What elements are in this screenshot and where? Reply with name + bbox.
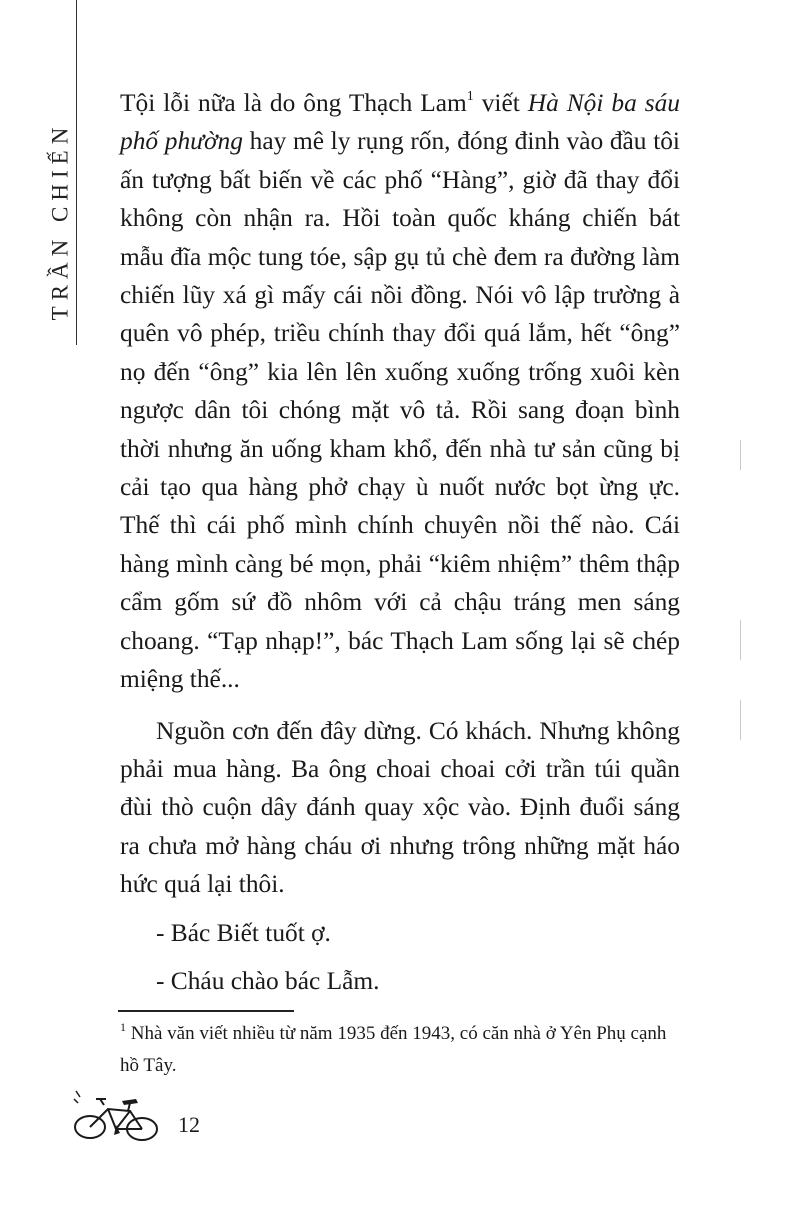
footnote-marker: 1: [120, 1020, 126, 1034]
scan-artifact: [740, 620, 741, 660]
body-text: [120, 84, 680, 1000]
footnote-reference: 1: [466, 89, 474, 104]
p1-text-a: Tội lỗi nữa là do ông Thạch Lam: [120, 89, 467, 117]
dialogue-line-1: - Bác Biết tuốt ợ.: [156, 918, 331, 947]
p1-text-c: hay mê ly rụng rốn, đóng đinh vào đầu tôi ấn tượng bất biến về các phố “Hàng”, giờ đã thay đổi không còn nhận ra. Hồi toàn quốc kháng chiến bát mẫu đĩa mộc tung tóe, sập gụ tủ chè đem ra đường làm chiến lũy xá gì mấy cái nồi đồng. Nói vô lập trường à quên vô phép, triều chính thay đổi quá lắm, hết “ông” nọ đến “ông” kia lên lên xuống xuống trống xuôi kèn ngược dân tôi chóng mặt vô tả. Rồi sang đoạn bình thời nhưng ăn uống kham khổ, đến nhà tư sản cũng bị cải tạo qua hàng phở chạy ù nuốt nước bọt ừng ực. Thế thì cái phố mình chính chuyên nồi thế nào. Cái hàng mình càng bé mọn, phải “kiêm nhiệm” thêm thập cẩm gốm sứ đồ nhôm với cả chậu tráng men sáng choang. “Tạp nhạp!”, bác Thạch Lam sống lại sẽ chép miệng thế...: [120, 127, 680, 694]
paragraph-2: Nguồn cơn đến đây dừng. Có khách. Nhưng không phải mua hàng. Ba ông choai choai cởi trần túi quần đùi thò cuộn dây đánh quay xộc vào. Định đuổi sáng ra chưa mở hàng cháu ơi nhưng trông những mặt háo hức quá lại thôi.: [120, 716, 680, 899]
paragraph-1: [120, 84, 680, 699]
scan-artifact: [740, 440, 741, 470]
scan-artifact: [740, 700, 741, 740]
footnote-text: Nhà văn viết nhiều từ năm 1935 đến 1943, có căn nhà ở Yên Phụ cạnh hồ Tây.: [120, 1023, 667, 1076]
footnote-divider: [118, 1010, 294, 1012]
header-divider: [76, 0, 77, 345]
running-header-author: [42, 100, 76, 345]
book-title: Hà Nội ba sáu phố phường: [120, 89, 680, 156]
dialogue-line-2: - Cháu chào bác Lẫm.: [156, 966, 380, 995]
page-number: 12: [178, 1112, 200, 1137]
footnote: [120, 1018, 680, 1082]
p1-text-b: viết: [473, 89, 528, 117]
author-name: TRẦN CHIẾN: [47, 121, 73, 321]
bicycle-icon: [70, 1085, 162, 1145]
